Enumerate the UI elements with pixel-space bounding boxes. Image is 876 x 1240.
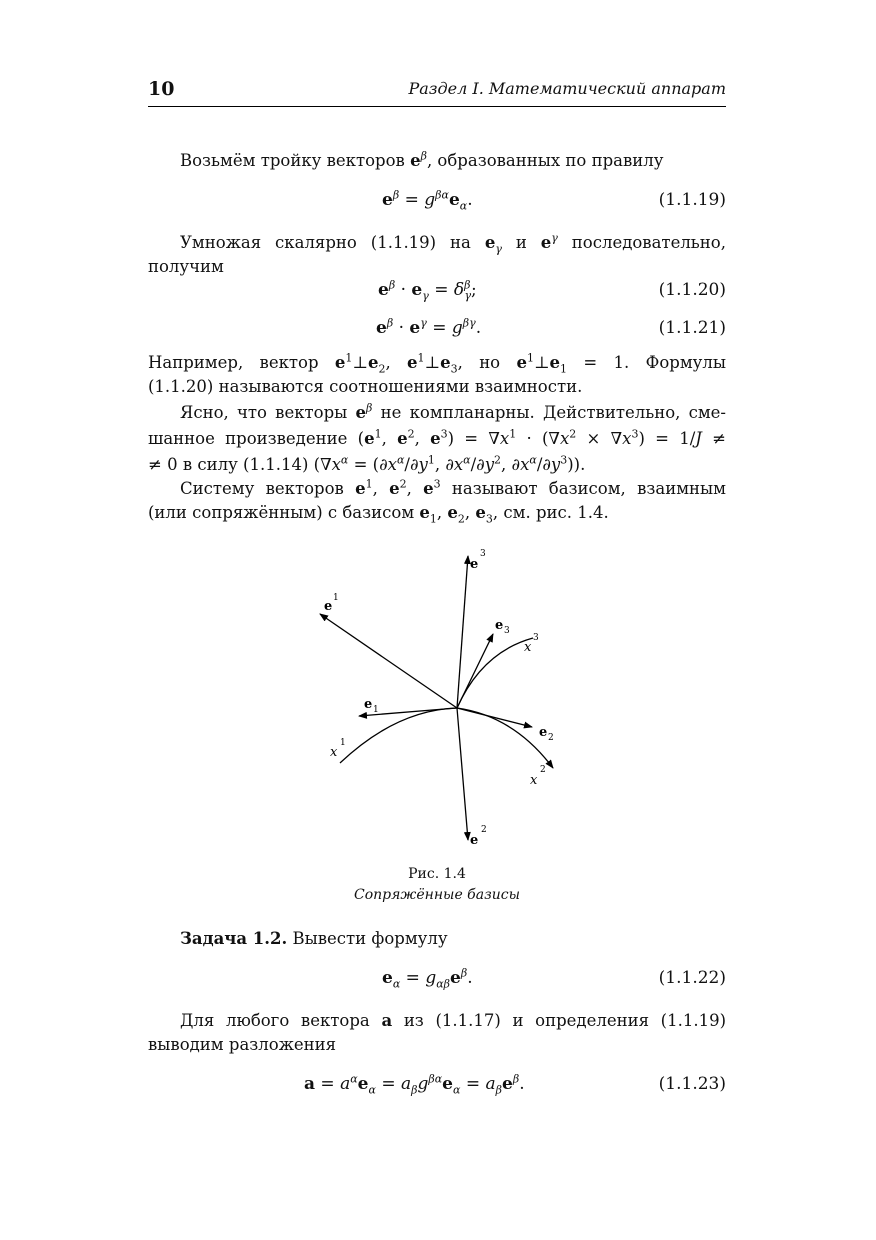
paragraph-line: Систему векторов $e^1$, $e^2$, $e^3$ называют базисом, взаимным	[180, 477, 726, 498]
text-run: не компланарны. Действительно, сме-	[380, 403, 727, 422]
text-run: в силу (1.1.14)	[182, 455, 309, 474]
text-run: Систему векторов	[180, 479, 344, 498]
paragraph-line: Ясно, что векторы $e^\beta$ не компланарны. Действительно, сме-	[180, 401, 727, 422]
curve-x3	[457, 638, 533, 708]
label-x1: x	[330, 745, 338, 760]
equation-number: (1.1.21)	[658, 318, 726, 338]
vector-e-upper-2	[457, 708, 468, 840]
vector-e-upper-3	[457, 556, 468, 708]
vector-e-lower-2	[457, 708, 532, 727]
equation-1-1-20: $e^\beta \cdot e_\gamma = \delta^\beta_\gamma$;	[378, 278, 477, 303]
paragraph-line: шанное произведение ($e^1$, $e^2$, $e^3) = \nabla x^1 \cdot (\nabla x^2 \times \nabla x^3) = 1/J$ ≠	[148, 427, 727, 448]
label-sub: 3	[504, 626, 510, 636]
text-run: (или сопряжённым) с базисом	[148, 503, 415, 522]
label-sup: 1	[340, 738, 346, 748]
label-e-upper-1: e	[324, 599, 333, 614]
label-sub: 1	[373, 705, 379, 715]
label-x3: x	[524, 640, 532, 655]
text-run: называют базисом, взаимным	[451, 479, 726, 498]
text-run: из (1.1.17) и определения (1.1.19)	[403, 1011, 727, 1030]
text-run: получим	[148, 257, 224, 276]
running-header	[148, 78, 726, 107]
paragraph-line	[148, 256, 726, 278]
label-e-lower-1: e	[364, 697, 373, 712]
equation-number: (1.1.19)	[658, 190, 726, 210]
text-run: (1.1.20) называются соотношениями взаимности.	[148, 377, 583, 396]
paragraph-line: Для любого вектора a из (1.1.17) и определения (1.1.19)	[180, 1011, 727, 1030]
curve-x1	[340, 708, 457, 763]
equation-number: (1.1.20)	[658, 280, 726, 300]
text-run: последовательно,	[571, 233, 726, 252]
equation-1-1-22: $e_\alpha = g_{\alpha\beta}e^\beta$.	[382, 966, 473, 991]
text-run: Умножая скалярно (1.1.19) на	[180, 233, 471, 252]
text-run: , образованных по правилу	[426, 151, 664, 170]
paragraph-line	[148, 376, 726, 398]
text-run: = 1. Формулы	[583, 353, 726, 372]
figure-caption-number: Рис. 1.4	[408, 866, 466, 882]
text-run: Ясно, что векторы	[180, 403, 348, 422]
equation-1-1-23: $a = a^\alpha e_\alpha = a_\beta g^{\beta\alpha}e_\alpha = a_\beta e^\beta$.	[304, 1072, 525, 1097]
label-sub: 2	[548, 733, 554, 743]
text-run: Вывести формулу	[292, 929, 448, 948]
paragraph-line: Возьмём тройку векторов $e^\beta$, образованных по правилу	[180, 149, 664, 170]
label-e-lower-2: e	[539, 725, 548, 740]
figure-caption-title: Сопряжённые базисы	[354, 887, 520, 903]
label-sup: 3	[533, 633, 539, 643]
page-number: 10	[148, 78, 175, 100]
task-label: Задача 1.2.	[180, 929, 288, 948]
label-x2: x	[530, 773, 538, 788]
label-sup: 1	[333, 593, 339, 603]
paragraph-line	[148, 1034, 726, 1056]
equation-1-1-21: $e^\beta \cdot e^\gamma = g^{\beta\gamma}$.	[376, 316, 482, 338]
equation-number: (1.1.22)	[658, 968, 726, 988]
label-sup: 3	[480, 549, 486, 559]
paragraph-line: ≠ 0 в силу (1.1.14) ($\nabla x^\alpha = (\partial x^\alpha/\partial y^1$, $\partial x^\alpha/\partial y^2$, $\partial x^\alpha/\partial y^3$)).	[148, 453, 586, 474]
text-run: выводим разложения	[148, 1035, 337, 1054]
label-e-lower-3: e	[495, 618, 504, 633]
text-run: , см. рис. 1.4.	[492, 503, 609, 522]
page	[148, 0, 726, 1240]
paragraph-line: (или сопряжённым) с базисом $e_1$, $e_2$, $e_3$, см. рис. 1.4.	[148, 503, 609, 526]
label-sup: 2	[540, 765, 546, 775]
text-run: и	[515, 233, 527, 252]
label-e-upper-3: e	[470, 557, 479, 572]
task-line	[180, 928, 726, 950]
label-e-upper-2: e	[470, 833, 479, 848]
text-run: но	[479, 353, 501, 372]
text-run: Для любого вектора	[180, 1011, 370, 1030]
text-run: Возьмём тройку векторов	[180, 151, 405, 170]
label-sup: 2	[481, 825, 487, 835]
figure-conjugate-bases	[300, 540, 580, 860]
equation-number: (1.1.23)	[658, 1074, 726, 1094]
section-title: Раздел I. Математический аппарат	[408, 79, 726, 98]
paragraph-line: Например, вектор $e^1\perp e_2$, $e^1\perp e_3$, но $e^1\perp e_1 = 1$. Формулы	[148, 351, 726, 376]
vector-e-upper-1	[320, 614, 457, 708]
paragraph-line: Умножая скалярно (1.1.19) на $e_\gamma$ и $e^\gamma$ последовательно,	[180, 231, 726, 256]
equation-1-1-19: $e^\beta = g^{\beta\alpha}e_\alpha$.	[382, 188, 473, 213]
text-run: Например, вектор	[148, 353, 319, 372]
text-run: шанное произведение	[148, 429, 348, 448]
